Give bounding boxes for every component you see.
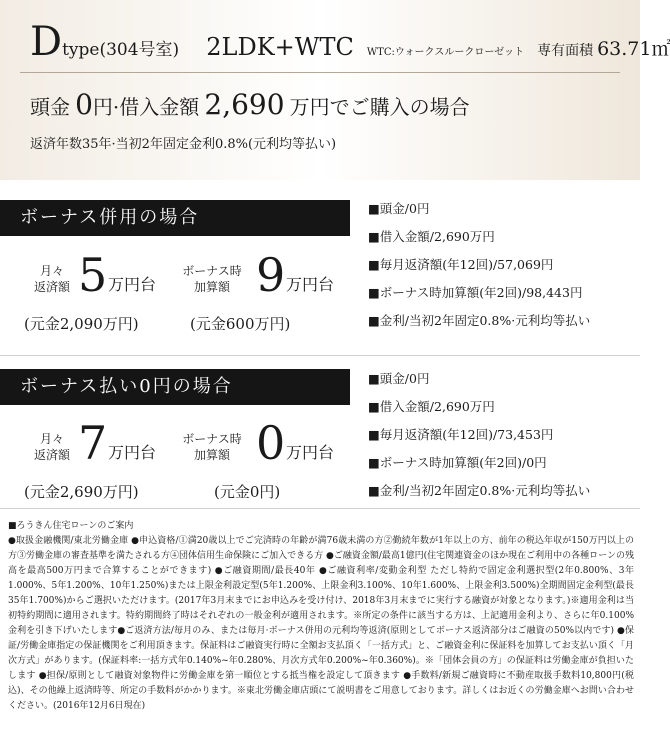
bonus-principal: (元金600万円) <box>190 315 291 333</box>
spec-item: ■借入金額/2,690万円 <box>368 399 495 414</box>
section-divider <box>0 355 640 356</box>
monthly-label <box>22 431 82 463</box>
headline-loan-amount: 2,690 <box>204 88 285 121</box>
header-divider <box>20 72 620 73</box>
subline: 返済年数35年·当初2年固定金利0.8%(元利均等払い) <box>30 137 337 152</box>
bonus-unit: 万円台 <box>286 275 335 294</box>
loan-notes <box>8 519 634 714</box>
monthly-label-line: 返済額 <box>33 448 70 462</box>
monthly-unit: 万円台 <box>108 275 157 294</box>
bonus-label-line: ボーナス時 <box>182 264 242 278</box>
spec-item: ■ボーナス時加算額(年2回)/98,443円 <box>368 285 583 300</box>
header-panel <box>0 0 670 180</box>
bonus-label-line: 加算額 <box>193 448 230 462</box>
monthly-number: 5 <box>78 248 108 302</box>
spec-item: ■毎月返済額(年12回)/57,069円 <box>368 257 554 272</box>
spec-item: ■頭金/0円 <box>368 201 430 216</box>
headline-part: 円·借入金額 <box>92 95 200 119</box>
bonus-number: 9 <box>256 248 286 302</box>
spec-item: ■借入金額/2,690万円 <box>368 229 495 244</box>
area-label: 専有面積 <box>537 43 594 59</box>
bonus-label-line: ボーナス時 <box>182 432 242 446</box>
monthly-label-line: 月々 <box>39 432 64 446</box>
room-number: (304号室) <box>99 40 180 60</box>
headline <box>30 88 470 121</box>
spec-item: ■毎月返済額(年12回)/73,453円 <box>368 427 554 442</box>
monthly-label-line: 月々 <box>39 264 64 278</box>
section-divider <box>0 508 640 509</box>
spec-item: ■頭金/0円 <box>368 371 430 386</box>
spec-item: ■金利/当初2年固定0.8%·元利均等払い <box>368 313 591 328</box>
type-word: type <box>62 40 100 60</box>
area-value: 63.71㎡ <box>597 38 670 60</box>
wtc-note: WTC:ウォークスルークローゼット <box>366 47 524 58</box>
monthly-principal: (元金2,690万円) <box>24 483 139 501</box>
monthly-label <box>22 263 82 295</box>
monthly-label-line: 返済額 <box>33 280 70 294</box>
spec-item: ■ボーナス時加算額(年2回)/0円 <box>368 455 547 470</box>
bonus-label <box>176 431 248 463</box>
bonus-unit: 万円台 <box>286 443 335 462</box>
spec-item: ■金利/当初2年固定0.8%·元利均等払い <box>368 483 591 498</box>
headline-part: 頭金 <box>30 95 70 119</box>
headline-down-payment: 0 <box>75 88 93 121</box>
type-line <box>30 19 670 65</box>
notes-body: ●取扱金融機関/東北労働金庫 ●申込資格/①満20歳以上でご完済時の年齢が満76歳未満の方②勤続年数が1年以上の方、前年の税込年収が150万円以上の方③労働金庫の審査基準を満たされる方④団体信用生命保険にご加入できる方 ●ご融資金額/最高1億円(住宅関連資金のほか現在ご利用中の各種ローンの残高を最高500万円まで合算することができます) ●ご融資期間/最長40年 ●ご融資利率/変動金利型 ただし特約で固定金利選択型(2年0.800%、3年1.000%、5年1.200%、10年1.250%)または上限金利設定型(5年1.200%、上限金利3.100%、10年1.600%、上限金利3.500%)全期間固定金利型(最長35年1.700%)からご選択いただけます。(2017年3月末までにお申込みを受け付け、2018年3月末までに実行する融資が対象となります。)※適用金利は当初特約期間に適用されます。特約期間終了時はそれぞれの一般金利が適用されます。※所定の条件に該当する方は、上記適用金利より、さらに年0.100%金利を引き下げいたします●ご返済方法/毎月のみ、または毎月·ボーナス併用の元利均等返済(原則としてボーナス返済部分はご融資の50%以内です) ●保証/労働金庫指定の保証機関をご利用頂きます。保証料はご融資実行時に全額お支払頂く「一括方式」と、ご融資金利に保証料を加算してお支払い頂く「月次方式」があります。(保証料率:一括方式年0.140%~年0.280%、月次方式年0.200%~年0.360%)。※「団体会員の方」の保証料は労働金庫が負担いたします ●担保/原則として融資対象物件に労働金庫を第一順位とする抵当権を設定して頂きます ●手数料/新規ご融資時に不動産取扱手数料10,800円(税込)、その他繰上返済時等、所定の手数料がかかります。※東北労働金庫店頭にて説明書をご用意しております。詳しくはお近くの労働金庫へお問い合わせください。(2016年12月6日現在) <box>8 536 634 711</box>
bonus-number: 0 <box>256 416 286 470</box>
monthly-principal: (元金2,090万円) <box>24 315 139 333</box>
bonus-label <box>176 263 248 295</box>
type-letter: D <box>30 19 63 65</box>
monthly-number: 7 <box>78 416 108 470</box>
bonus-principal: (元金0円) <box>214 483 281 501</box>
bonus-label-line: 加算額 <box>193 280 230 294</box>
bonus-plan-title: ボーナス併用の場合 <box>0 200 350 236</box>
zero-bonus-plan-title: ボーナス払い0円の場合 <box>0 369 350 405</box>
notes-heading: ■ろうきん住宅ローンのご案内 <box>8 521 134 531</box>
monthly-unit: 万円台 <box>108 443 157 462</box>
layout-type: 2LDK+WTC <box>206 33 354 61</box>
headline-part: 万円でご購入の場合 <box>289 95 470 119</box>
